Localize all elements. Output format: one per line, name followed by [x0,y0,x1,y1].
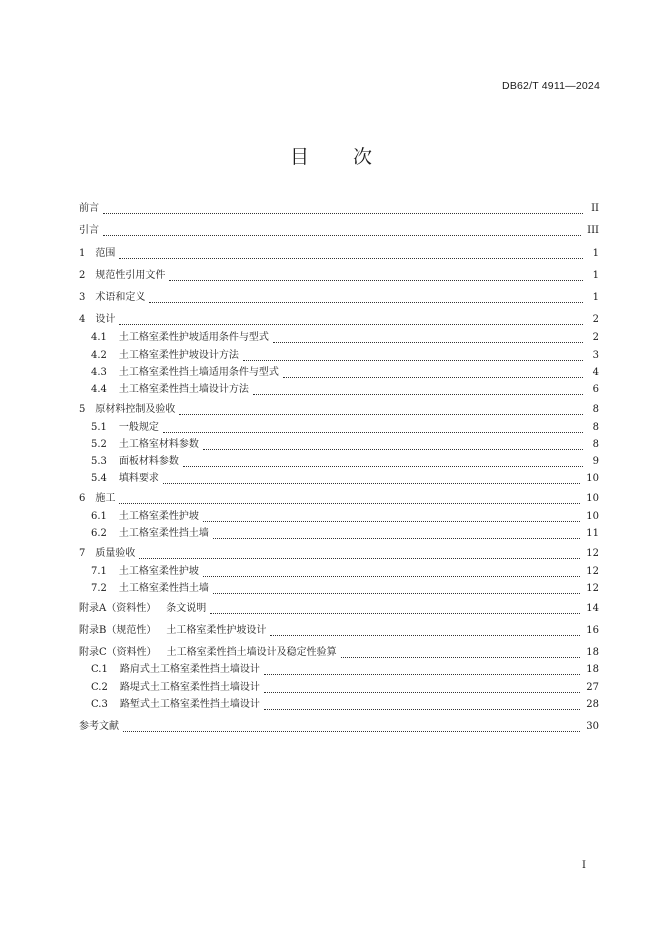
toc-entry[interactable] [79,347,599,365]
toc-entry-number: 附录A（资料性） [79,603,157,614]
toc-entry-number: 3 [79,292,86,303]
toc-entry-page: 12 [586,583,599,594]
toc-entry[interactable] [79,436,599,454]
toc-entry-page: 2 [592,314,599,325]
toc-entry-page: 12 [586,548,599,559]
toc-entry-page: II [591,203,599,214]
toc-entry-title: 土工格室柔性护坡设计方法 [118,350,239,361]
toc-entry-page: 14 [586,603,599,614]
toc-entry-page: 1 [592,292,599,303]
dot-leader [119,493,580,504]
toc-entry-title: 参考文献 [79,721,119,732]
toc-entry[interactable] [79,200,599,218]
toc-entry-number: 5.3 [91,456,107,467]
toc-entry-title: 填料要求 [118,473,159,484]
toc-entry-title: 土工格室材料参数 [118,439,199,450]
dot-leader [283,367,583,378]
toc-entry[interactable] [79,453,599,471]
toc-entry[interactable] [79,364,599,382]
toc-title-char-2: 次 [353,146,373,168]
toc-entry-title: 土工格室柔性护坡设计 [166,625,267,636]
toc-entry-number: C.3 [91,699,108,710]
dot-leader [213,583,580,594]
toc-entry-number: 4.2 [91,350,107,361]
toc-entry-title: 设计 [95,314,116,325]
toc-entry[interactable] [79,525,599,543]
toc-entry-title: 土工格室柔性挡土墙设计方法 [118,384,249,395]
toc-entry-page: 3 [592,350,599,361]
toc-entry-number: 5.4 [91,473,107,484]
toc-entry-number: 6.1 [91,511,107,522]
toc-entry[interactable] [79,644,599,662]
dot-leader [139,548,580,559]
toc-entry-number: 1 [79,248,86,259]
toc-entry-title: 土工格室柔性护坡适用条件与型式 [118,332,269,343]
dot-leader [203,439,583,450]
toc-entry[interactable] [79,622,599,640]
toc-entry-page: 10 [586,511,599,522]
toc-entry-page: 28 [586,699,599,710]
toc-entry-title: 范围 [95,248,116,259]
dot-leader [264,682,580,693]
toc-entry-number: 4.4 [91,384,107,395]
toc-entry-title: 原材料控制及验收 [95,404,176,415]
toc-entry-title: 施工 [95,493,116,504]
toc-entry-page: 9 [592,456,599,467]
toc-entry[interactable] [79,490,599,508]
dot-leader [163,422,583,433]
toc-entry-title: 质量验收 [95,548,136,559]
toc-entry[interactable] [79,329,599,347]
toc-entry-title: 土工格室柔性护坡 [118,566,199,577]
toc-entry-page: 16 [586,625,599,636]
dot-leader [264,664,580,675]
dot-leader [119,314,583,325]
dot-leader [123,721,580,732]
toc-entry[interactable] [79,401,599,419]
dot-leader [163,473,580,484]
toc-entry-number: 6.2 [91,528,107,539]
document-code: DB62/T 4911—2024 [502,80,600,92]
dot-leader [149,292,583,303]
toc-entry-title: 路堤式土工格室柔性挡土墙设计 [119,682,260,693]
toc-entry-page: 12 [586,566,599,577]
dot-leader [103,203,583,214]
toc-entry-number: 7.2 [91,583,107,594]
toc-entry[interactable] [79,545,599,563]
toc-entry-title: 土工格室柔性挡土墙适用条件与型式 [118,367,279,378]
dot-leader [273,332,583,343]
dot-leader [203,511,580,522]
toc-entry-page: 27 [586,682,599,693]
toc-entry-number: 4.1 [91,332,107,343]
toc-entry-number: 4 [79,314,86,325]
toc-entry-number: 4.3 [91,367,107,378]
toc-entry-title: 土工格室柔性护坡 [118,511,199,522]
dot-leader [183,456,583,467]
toc-entry-page: 11 [586,528,599,539]
toc-entry[interactable] [79,696,599,714]
toc-entry[interactable] [79,419,599,437]
dot-leader [253,384,583,395]
toc-entry-title: 前言 [79,203,99,214]
toc-entry[interactable] [79,718,599,736]
toc-entry[interactable] [79,311,599,329]
toc-entry-page: 8 [592,439,599,450]
toc-entry[interactable] [79,679,599,697]
toc-title-char-1: 目 [289,146,309,168]
dot-leader [210,603,580,614]
toc-entry[interactable] [79,600,599,618]
toc-entry-title: 土工格室柔性挡土墙 [118,583,209,594]
dot-leader [103,225,581,236]
toc-entry[interactable] [79,508,599,526]
toc-entry[interactable] [79,563,599,581]
toc-entry-title: 土工格室柔性挡土墙 [118,528,209,539]
toc-entry-page: 18 [586,664,599,675]
dot-leader [264,699,580,710]
dot-leader [179,404,583,415]
dot-leader [119,248,583,259]
toc-entry-number: 附录B（规范性） [79,625,157,636]
toc-entry-title: 引言 [79,225,99,236]
toc-entry-page: 4 [592,367,599,378]
toc-entry-page: 10 [586,493,599,504]
toc-entry-title: 术语和定义 [95,292,146,303]
toc-entry-number: 2 [79,270,86,281]
toc-entry-title: 条文说明 [166,603,207,614]
toc-entry-number: C.2 [91,682,108,693]
toc-entry-title: 路堑式土工格室柔性挡土墙设计 [119,699,260,710]
dot-leader [243,350,583,361]
toc-entry[interactable] [79,267,599,285]
toc-entry[interactable] [79,381,599,399]
dot-leader [169,270,583,281]
toc-entry-number: 5 [79,404,86,415]
toc-entry-title: 路肩式土工格室柔性挡土墙设计 [119,664,260,675]
toc-title [0,142,662,169]
toc-entry[interactable] [79,245,599,263]
toc-entry[interactable] [79,470,599,488]
toc-entry-number: 7 [79,548,86,559]
toc-entry-title: 规范性引用文件 [95,270,166,281]
toc-entry-number: 5.2 [91,439,107,450]
toc-entry-page: III [587,225,599,236]
toc-entry-page: 18 [586,647,599,658]
toc-entry-page: 6 [592,384,599,395]
toc-entry-number: 附录C（资料性） [79,647,157,658]
toc-entry-number: 5.1 [91,422,107,433]
toc-entry-number: C.1 [91,664,108,675]
toc-entry[interactable] [79,661,599,679]
toc-entry[interactable] [79,289,599,307]
toc-entry-title: 面板材料参数 [118,456,179,467]
toc-entry-page: 1 [592,270,599,281]
dot-leader [270,625,580,636]
toc-entry-page: 8 [592,422,599,433]
toc-entry-page: 10 [586,473,599,484]
toc-entry-title: 一般规定 [118,422,159,433]
toc-entry-number: 6 [79,493,86,504]
dot-leader [203,566,580,577]
dot-leader [341,647,581,658]
toc-entry-page: 30 [586,721,599,732]
toc-entry-title: 土工格室柔性挡土墙设计及稳定性验算 [166,647,337,658]
toc-entry-page: 1 [592,248,599,259]
toc-entry[interactable] [79,580,599,598]
toc-entry-page: 2 [592,332,599,343]
page-number: I [582,860,586,871]
toc-entry-number: 7.1 [91,566,107,577]
toc-entry-page: 8 [592,404,599,415]
dot-leader [213,528,580,539]
toc-entry[interactable] [79,222,599,240]
